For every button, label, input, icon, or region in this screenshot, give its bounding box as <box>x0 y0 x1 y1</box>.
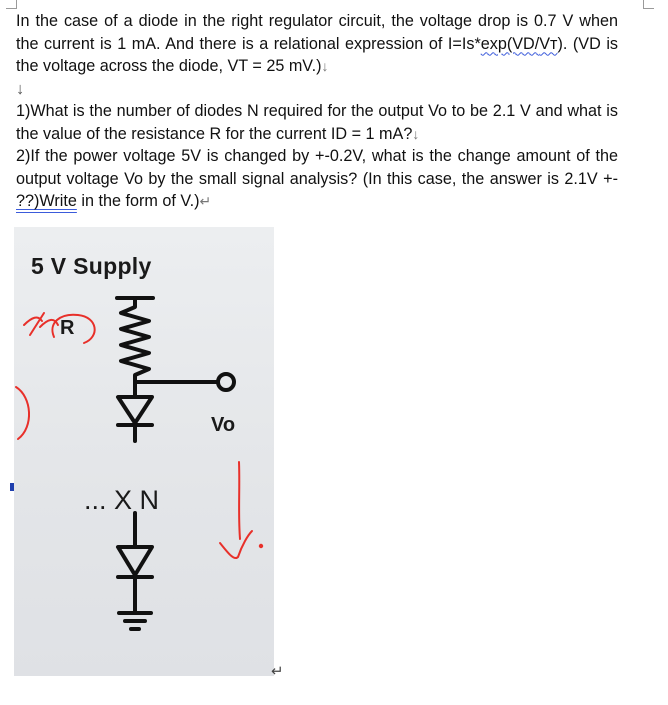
question-2: 2)If the power voltage 5V is changed by +-0.2V, what is the change amount of the output voltage Vo by the small signal analysis? (In this case, the answer is 2.1V +- ??)Write in the form of V.)↵ <box>16 147 618 210</box>
question-1: 1)What is the number of diodes N required for the output Vo to be 2.1 V and what is the value of the resistance R for the current ID = 1 mA?↓ <box>16 102 618 143</box>
blank-line: ↓ <box>16 79 25 98</box>
page-corner-mark-right <box>643 0 654 9</box>
supply-label: 5 V Supply <box>31 253 152 279</box>
exp-term: exp(VD/ <box>480 34 540 53</box>
paragraph-mark: ↵ <box>199 193 212 209</box>
resistor-label: R <box>60 317 75 339</box>
diode-1-symbol <box>118 397 152 423</box>
write-link[interactable]: ??)Write <box>16 192 77 210</box>
diode-n-symbol <box>118 547 152 575</box>
paragraph-mark: ↓ <box>412 125 420 142</box>
output-label: Vo <box>211 414 236 436</box>
regulator-circuit-image[interactable] <box>14 227 274 676</box>
vt-term: Vт <box>539 34 558 53</box>
ink-arrow-shaft <box>239 462 240 539</box>
ink-bracket <box>16 387 29 439</box>
resistor-symbol <box>121 298 149 382</box>
intro-paragraph: In the case of a diode in the right regulator circuit, the voltage drop is 0.7 V when the current is 1 mA. And there is a relational expression of I=Is*exp(VD/Vт). (VD is the voltage across the diode, VT = 25 mV.)↓ <box>16 12 619 75</box>
paragraph-mark: ↓ <box>321 58 329 74</box>
page-corner-mark-left <box>6 0 17 9</box>
ink-arrow-head <box>220 531 252 558</box>
end-paragraph-mark: ↵ <box>271 663 284 680</box>
stack-label: ... X N <box>84 485 160 515</box>
document-body[interactable] <box>16 10 618 213</box>
circuit-drawing <box>14 227 274 676</box>
output-node <box>218 374 234 390</box>
